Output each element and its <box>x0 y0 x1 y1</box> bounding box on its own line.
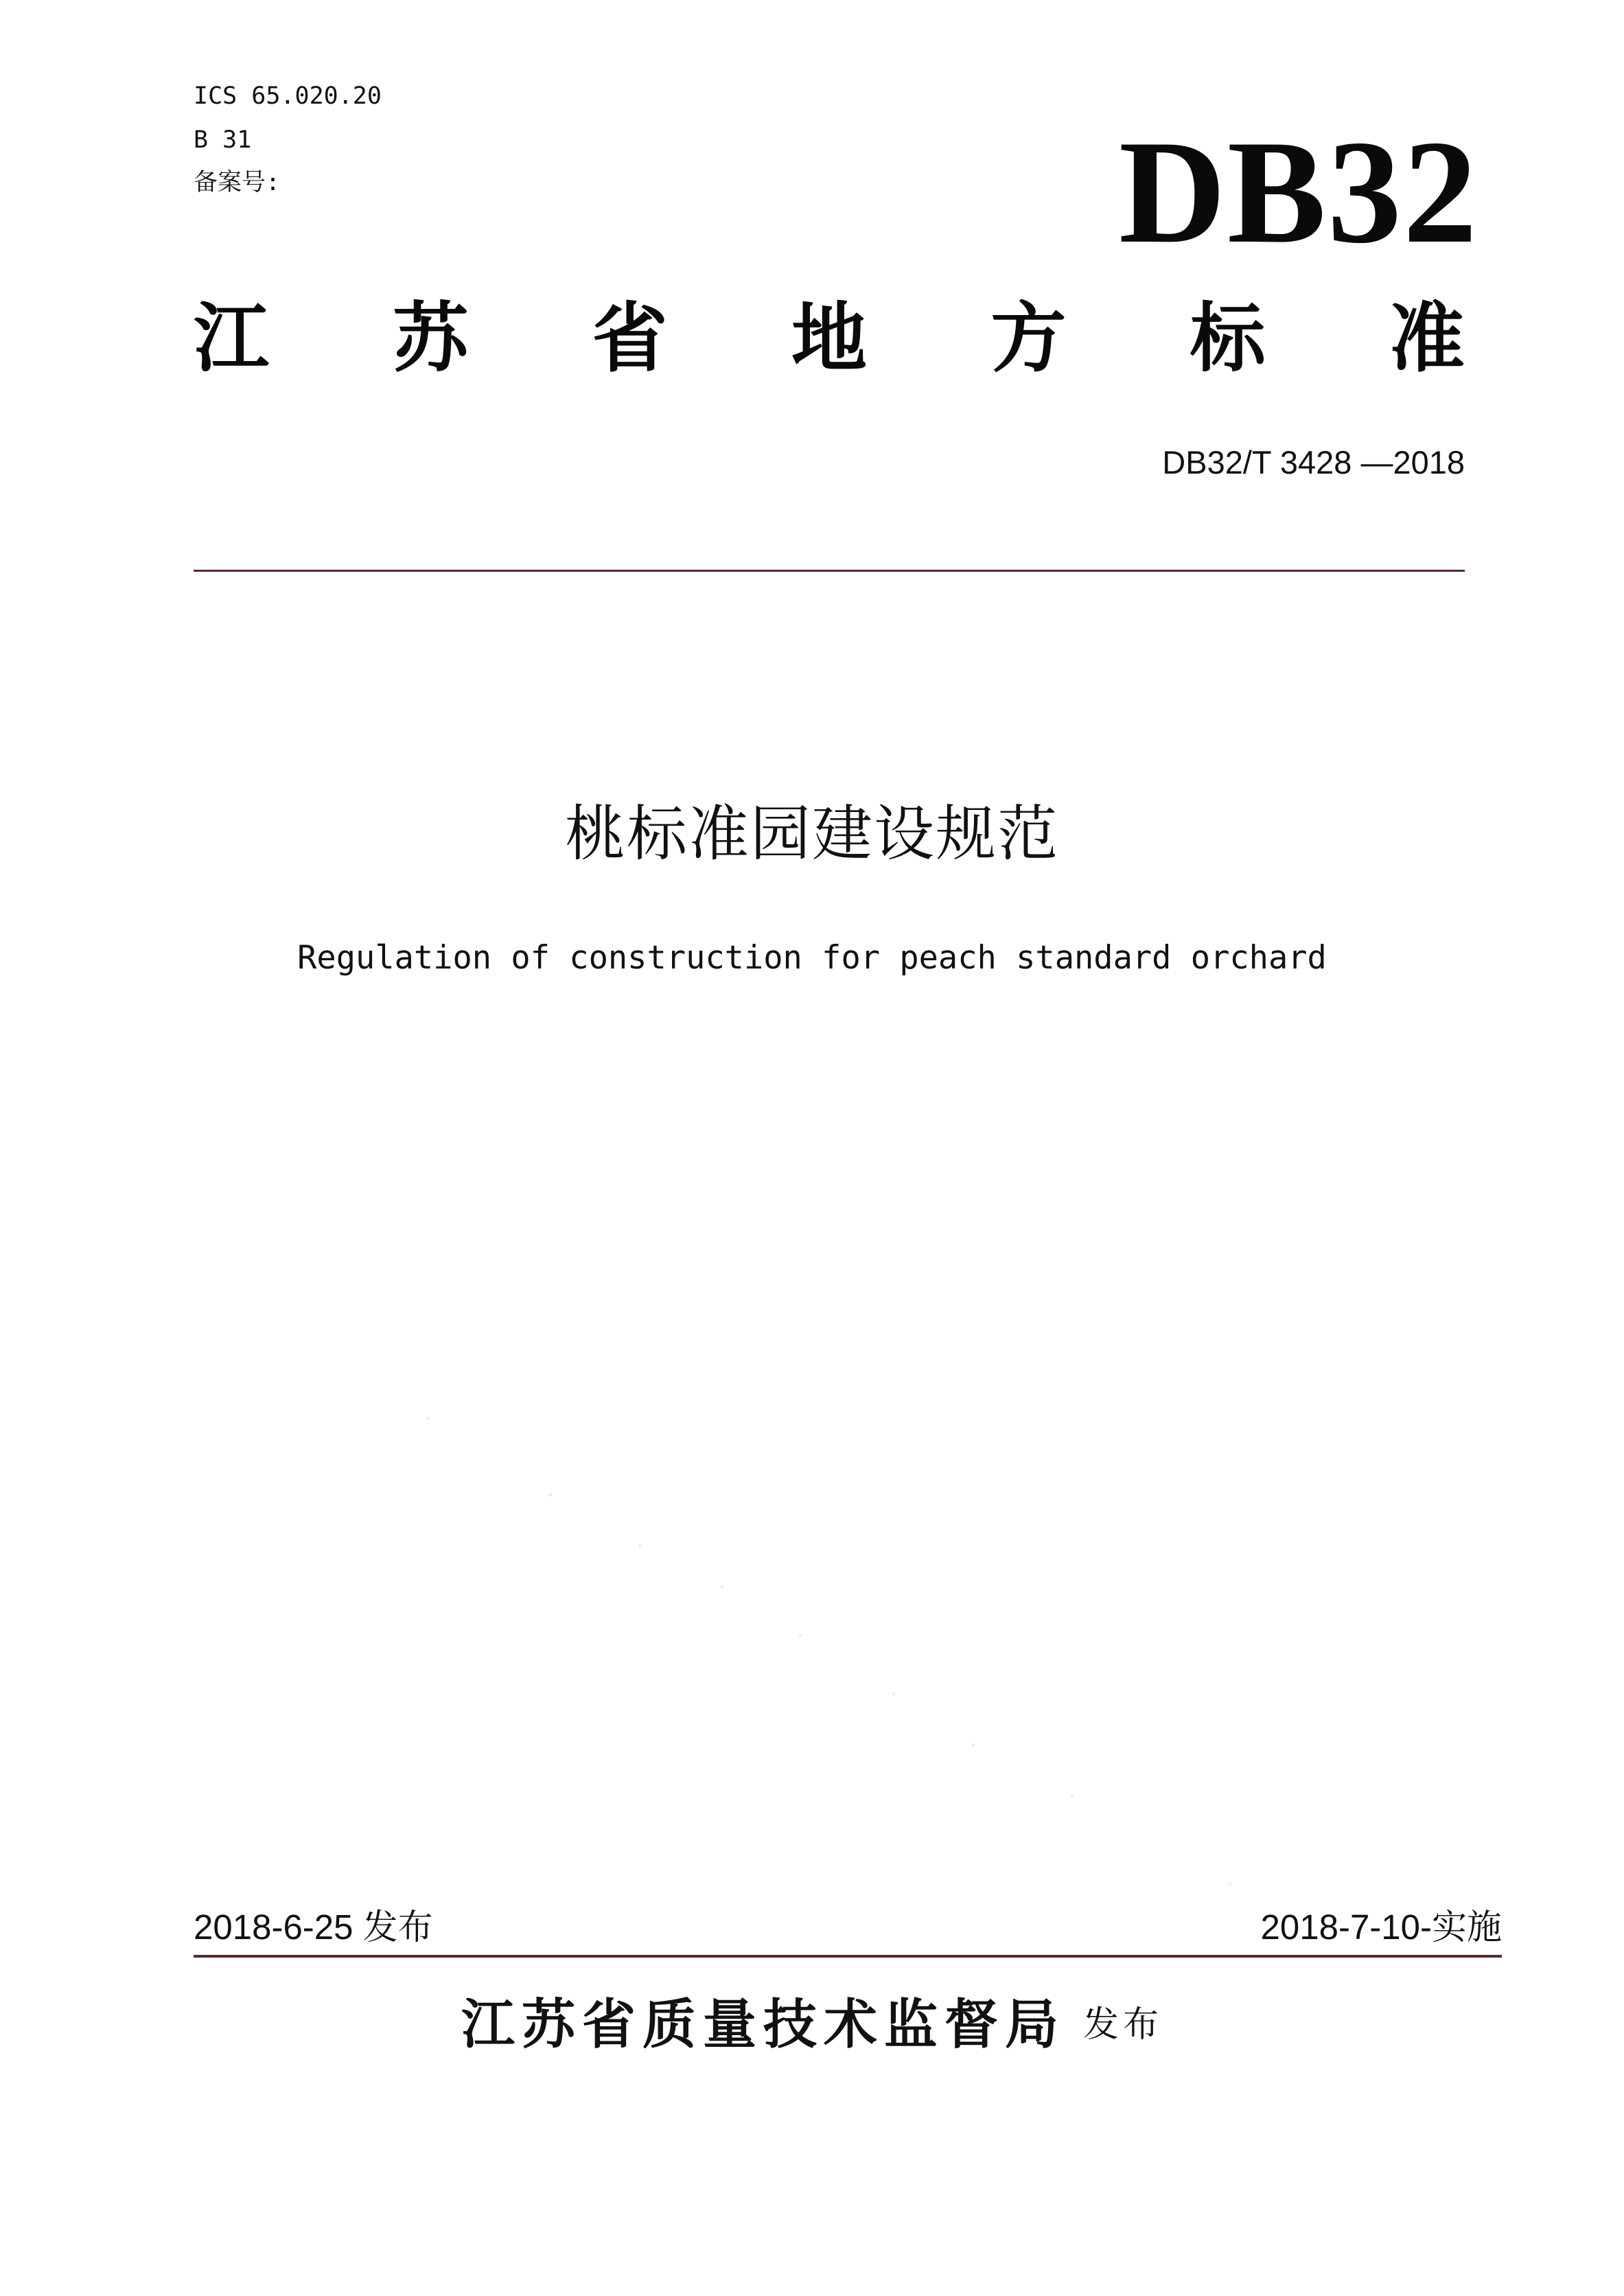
title-english: Regulation of construction for peach standard orchard <box>297 939 1327 977</box>
top-divider <box>194 570 1465 572</box>
scan-speckle <box>892 1693 895 1695</box>
scan-speckle <box>972 1743 975 1746</box>
scan-speckle <box>638 1544 641 1547</box>
title-chinese: 桃标准园建设规范 <box>564 798 1059 869</box>
scan-speckle <box>549 1494 552 1496</box>
issuer-suffix: 发布 <box>1083 2004 1163 2045</box>
scan-speckle <box>721 1586 723 1588</box>
issuer-line <box>0 1991 1624 2059</box>
standard-type-char: 方 <box>990 294 1067 382</box>
standard-code-logo: DB32 <box>1118 110 1478 274</box>
bottom-divider <box>194 1955 1502 1958</box>
standard-type-char: 地 <box>791 294 867 382</box>
effective-date: 2018-7-10-实施 <box>1260 1907 1502 1947</box>
classification-code: B 31 <box>194 126 252 154</box>
standard-type-heading <box>194 294 1465 383</box>
scan-speckle <box>1071 1794 1074 1797</box>
standard-type-char: 准 <box>1389 294 1465 382</box>
scan-speckle <box>799 1634 802 1636</box>
standard-type-char: 苏 <box>393 294 469 382</box>
standard-type-char: 标 <box>1190 294 1266 382</box>
scan-speckle <box>1229 1882 1231 1885</box>
record-number-label: 备案号: <box>194 169 281 196</box>
standard-type-char: 省 <box>592 294 668 382</box>
standard-number: DB32/T 3428 —2018 <box>1162 444 1465 480</box>
issuer-name: 江苏省质量技术监督局 <box>461 1994 1065 2056</box>
issue-date: 2018-6-25 发布 <box>194 1907 433 1947</box>
scan-speckle <box>427 1417 430 1419</box>
standard-type-char: 江 <box>194 294 269 382</box>
ics-code: ICS 65.020.20 <box>194 82 382 110</box>
